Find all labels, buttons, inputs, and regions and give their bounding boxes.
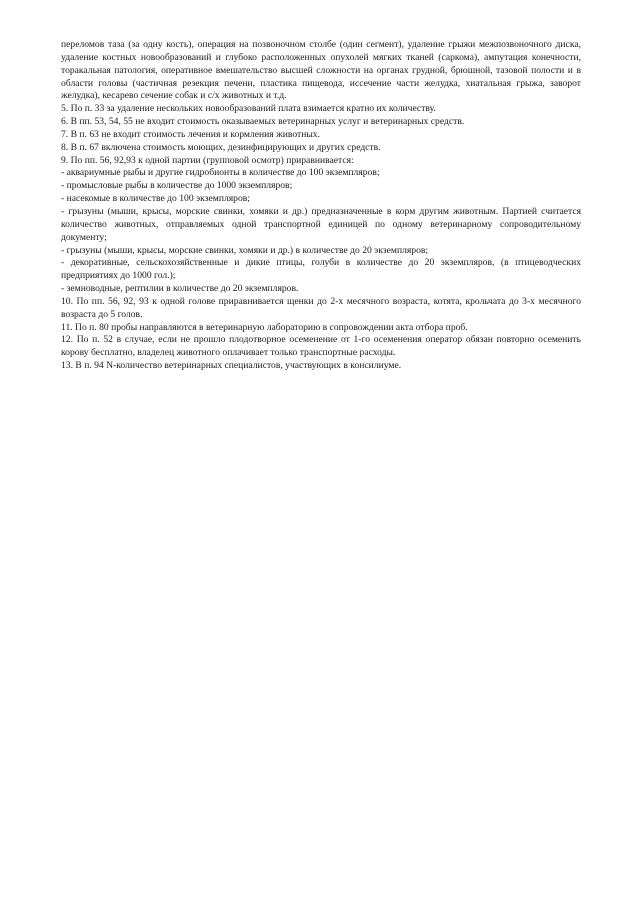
list-item: - насекомые в количестве до 100 экземпляров; <box>61 193 250 205</box>
note-item-12: 12. По п. 52 в случае, если не прошло плодотворное осеменение от 1-го осеменения оператор обязан повторно осеменить корову бесплатно, владелец животного оплачивает только транспортные расходы. <box>61 334 581 359</box>
note-item-7: 7. В п. 63 не входит стоимость лечения и кормления животных. <box>61 128 320 140</box>
list-item: - земноводные, рептилии в количестве до 20 экземпляров. <box>61 283 299 295</box>
note-item-10: 10. По пп. 56, 92, 93 к одной голове приравнивается щенки до 2-х месячного возраста, котята, крольчата до 3-х месячного возраста до 5 голов. <box>61 295 581 320</box>
note-item-5: 5. По п. 33 за удаление нескольких новообразований плата взимается кратно их количеству. <box>61 103 436 115</box>
list-item: - промысловые рыбы в количестве до 1000 экземпляров; <box>61 180 293 192</box>
paragraph-continuation: переломов таза (за одну кость), операция на позвоночном столбе (один сегмент), удаление грыжи межпозвоночного диска, удаление костных новообразований и глубоко расположенных опухолей мягких тканей (саркома), ампутация конечности, торакальная патология, оперативное вмешательство высшей сложности на органах грудной, брюшной, тазовой полости и в области головы (частичная резекция печени, пластика пищевода, иссечение части желудка, хиатальная грыжа, заворот желудка), кесарево сечение собак и с/х животных и т.д. <box>61 39 581 102</box>
note-item-13: 13. В п. 94 N-количество ветеринарных специалистов, участвующих в консилиуме. <box>61 360 402 372</box>
list-item: - грызуны (мыши, крысы, морские свинки, хомяки и др.) предназначенные в корм другим животным. Партией считается количество животных, отправляемых одной транспортной единицей по одному ветеринарному сопроводительному документу; <box>61 205 581 243</box>
note-item-8: 8. В п. 67 включена стоимость моющих, дезинфицирующих и других средств. <box>61 141 381 153</box>
note-item-6: 6. В пп. 53, 54, 55 не входит стоимость оказываемых ветеринарных услуг и ветеринарных средств. <box>61 116 465 128</box>
list-item: - аквариумные рыбы и другие гидробионты в количестве до 100 экземпляров; <box>61 167 380 179</box>
list-item: - декоративные, сельскохозяйственные и дикие птицы, голуби в количестве до 20 экземпляров, (в птицеводческих предприятиях до 1000 гол.); <box>61 257 581 282</box>
document-body <box>61 39 581 373</box>
note-item-11: 11. По п. 80 пробы направляются в ветеринарную лабораторию в сопровождении акта отбора проб. <box>61 321 468 333</box>
note-item-9: 9. По пп. 56, 92,93 к одной партии (групповой осмотр) приравнивается: <box>61 154 354 166</box>
list-item: - грызуны (мыши, крысы, морские свинки, хомяки и др.) в количестве до 20 экземпляров; <box>61 244 429 256</box>
